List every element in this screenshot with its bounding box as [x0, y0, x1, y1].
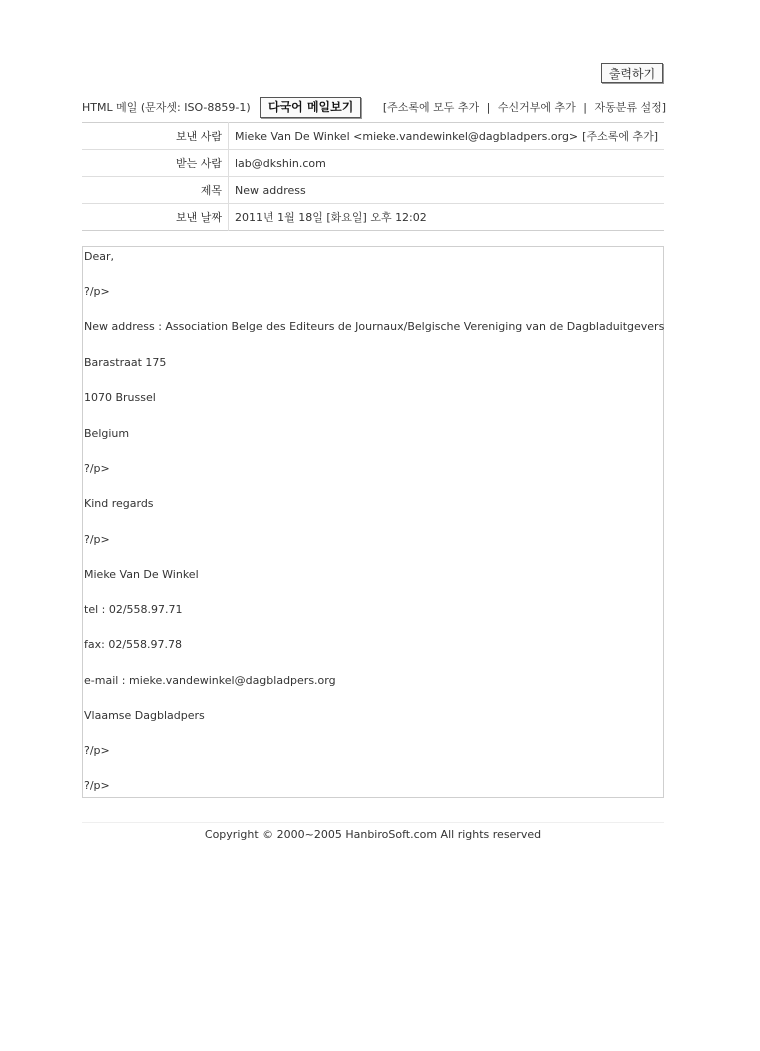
footer-divider	[82, 822, 664, 823]
body-line: Barastraat 175	[84, 356, 167, 369]
from-label: 보낸 사람	[82, 123, 229, 150]
block-sender-link[interactable]: 수신거부에 추가	[497, 101, 576, 114]
body-line: New address : Association Belge des Editeurs de Journaux/Belgische Vereniging van de Dagbladuitgevers	[84, 320, 665, 333]
from-row	[82, 123, 664, 150]
body-line: e-mail : mieke.vandewinkel@dagbladpers.org	[84, 674, 336, 687]
body-line: ?/p>	[84, 462, 110, 475]
body-line: Mieke Van De Winkel	[84, 568, 199, 581]
multilang-view-button[interactable]: 다국어 메일보기	[260, 97, 361, 118]
to-row	[82, 150, 664, 177]
from-cell	[229, 123, 665, 150]
body-line: Vlaamse Dagbladpers	[84, 709, 205, 722]
body-line: Kind regards	[84, 497, 154, 510]
mail-body	[82, 246, 664, 798]
action-separator: |	[486, 101, 491, 114]
add-to-addressbook-link[interactable]: [주소록에 추가]	[582, 130, 658, 143]
body-line: tel : 02/558.97.71	[84, 603, 183, 616]
to-label: 받는 사람	[82, 150, 229, 177]
body-line: ?/p>	[84, 744, 110, 757]
body-line: 1070 Brussel	[84, 391, 156, 404]
subject-label: 제목	[82, 177, 229, 204]
subject-value: New address	[229, 177, 665, 204]
body-line: Dear,	[84, 250, 114, 263]
body-line: ?/p>	[84, 533, 110, 546]
action-separator: |	[583, 101, 587, 114]
print-button[interactable]: 출력하기	[601, 63, 663, 83]
add-all-to-addressbook-link[interactable]: [주소록에 모두 추가	[382, 101, 480, 114]
date-row	[82, 204, 664, 231]
body-line: fax: 02/558.97.78	[84, 638, 183, 651]
mail-info-bar	[82, 98, 666, 118]
body-line: Belgium	[84, 427, 130, 440]
copyright-text: Copyright © 2000~2005 HanbiroSoft.com All rights reserved	[204, 828, 542, 841]
mail-header-table	[82, 122, 664, 231]
charset-info: HTML 메일 (문자셋: ISO-8859-1)	[82, 101, 251, 114]
date-label: 보낸 날짜	[82, 204, 229, 231]
from-value: Mieke Van De Winkel <mieke.vandewinkel@dagbladpers.org>	[235, 129, 579, 143]
body-line: ?/p>	[84, 779, 110, 792]
mail-actions	[383, 98, 666, 118]
body-line: ?/p>	[84, 285, 110, 298]
to-value: lab@dkshin.com	[229, 150, 665, 177]
subject-row	[82, 177, 664, 204]
auto-filter-link[interactable]: 자동분류 설정]	[594, 101, 666, 114]
date-value: 2011년 1월 18일 [화요일] 오후 12:02	[235, 211, 427, 224]
